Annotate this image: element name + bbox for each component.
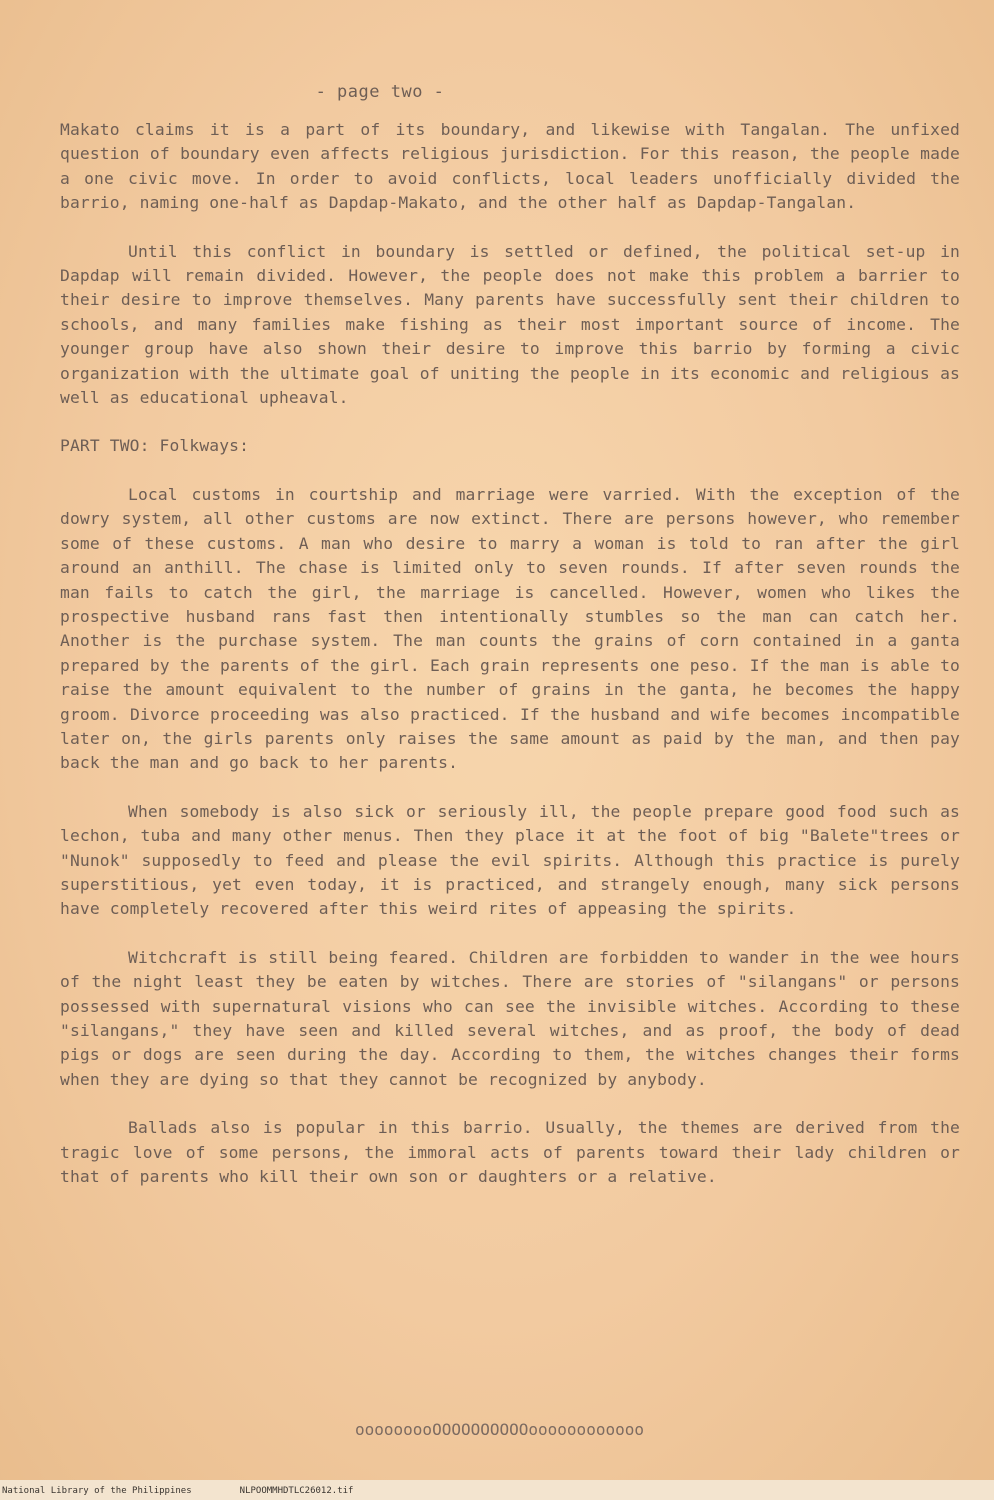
- paragraph-ballads: Ballads also is popular in this barrio. Usually, the themes are derived from the tragic love of some persons, the immoral acts of parents toward their lady children or that of parents who kill their own son or daughters or a relative.: [60, 1118, 960, 1187]
- footer-library: National Library of the Philippines: [2, 1486, 192, 1496]
- paragraph-courtship-customs: Local customs in courtship and marriage were varried. With the exception of the dowry system, all other customs are now extinct. There are persons however, who remember some of these customs. A man who desire to marry a woman is told to ran after the girl around an anthill. The chase is limited only to seven rounds. If after seven rounds the man fails to catch the girl, the marriage is cancelled. However, women who likes the prospective husband rans fast then intentionally stumbles so the man can catch her. Another is the purchase system. The man counts the grains of corn contained in a ganta prepared by the parents of the girl. Each grain represents one peso. If the man is able to raise the amount equivalent to the number of grains in the ganta, he becomes the happy groom. Divorce proceeding was also practiced. If the husband and wife becomes incompatible later on, the girls parents only raises the same amount as paid by the man, and then pay back the man and go back to her parents.: [60, 484, 960, 773]
- paragraph-intro-continued: Makato claims it is a part of its boundary, and likewise with Tangalan. The unfixed question of boundary even affects religious jurisdiction. For this reason, the people made a one civic move. In order to avoid conflicts, local leaders unofficially divided the barrio, naming one-half as Dapdap-Makato, and the other half as Dapdap-Tangalan.: [60, 120, 960, 213]
- end-ornament: ooooooooOOOOOOOOOOoooooooooooo: [355, 1420, 644, 1439]
- paragraph-political-setup: Until this conflict in boundary is settled or defined, the political set-up in Dapdap will remain divided. However, the people does not make this problem a barrier to their desire to improve themselves. Many parents have successfully sent their children to schools, and many families make fishing as their most important source of income. The younger group have also shown their desire to improve this barrio by forming a civic organization with the ultimate goal of uniting the people in its economic and religious as well as educational upheaval.: [60, 241, 960, 408]
- section-title: PART TWO: Folkways:: [60, 436, 250, 456]
- document-body: [60, 118, 960, 1213]
- footer-filename: NLPOOMMHDTLC26012.tif: [239, 1486, 354, 1496]
- scan-footer: [2, 1486, 401, 1496]
- paragraph-sickness-rites: When somebody is also sick or seriously ill, the people prepare good food such as lechon, tuba and many other menus. Then they place it at the foot of big "Balete"trees or "Nunok" supposedly to feed and please the evil spirits. Although this practice is purely superstitious, yet even today, it is practiced, and strangely enough, many sick persons have completely recovered after this weird rites of appeasing the spirits.: [60, 801, 960, 919]
- page-header: - page two -: [315, 82, 445, 102]
- paragraph-witchcraft: Witchcraft is still being feared. Children are forbidden to wander in the wee hours of the night least they be eaten by witches. There are stories of "silangans" or persons possessed with supernatural visions who can see the invisible witches. According to these "silangans," they have seen and killed several witches, and as proof, the body of dead pigs or dogs are seen during the day. According to them, the witches changes their forms when they are dying so that they cannot be recognized by anybody.: [60, 947, 960, 1089]
